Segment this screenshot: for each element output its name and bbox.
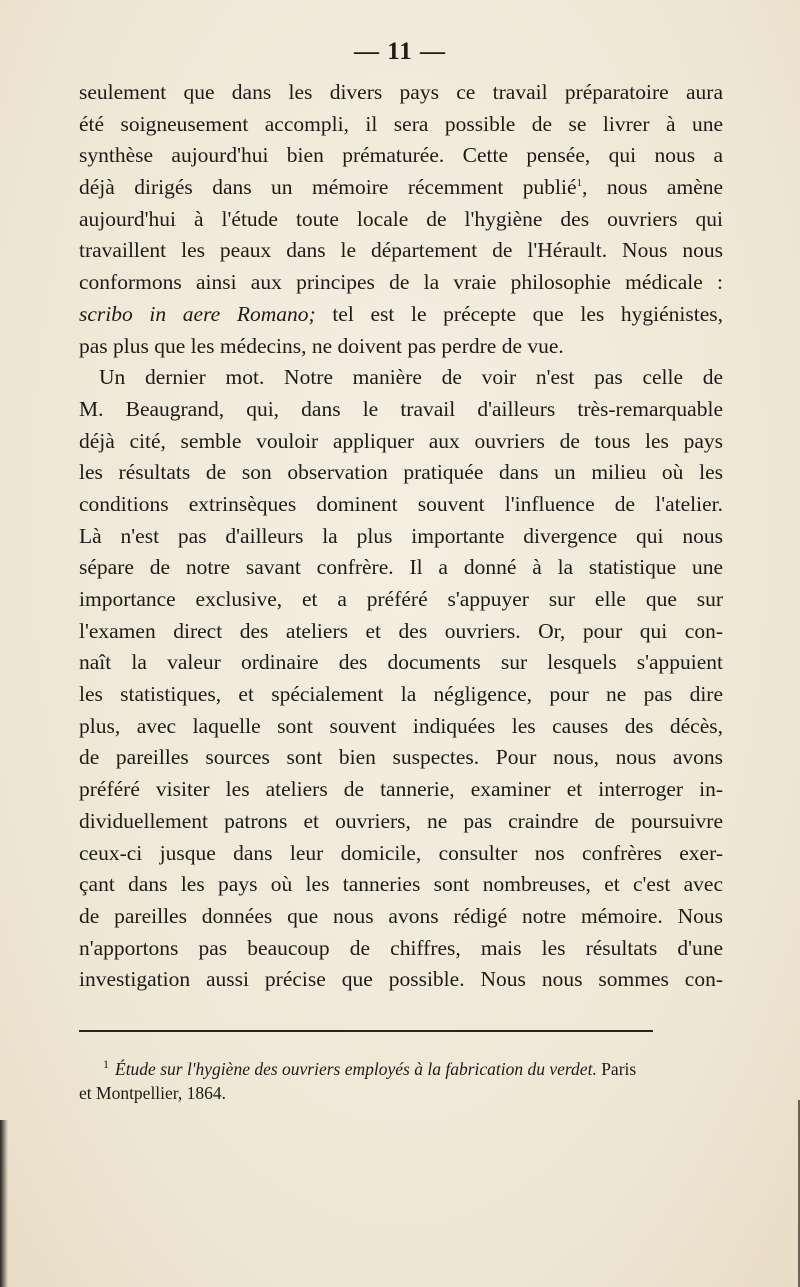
text-segment: , nous amène [582,175,724,200]
text-line: aujourd'hui à l'étude toute locale de l'hygiène des ouvriers qui [79,206,723,231]
latin-quote: scribo in aere Romano; [79,301,316,326]
text-line: sépare de notre savant confrère. Il a donné à la statistique une [79,555,723,580]
page-edge-shadow [0,1120,8,1287]
body-text [79,77,723,996]
text-line: les résultats de son observation pratiquée dans un milieu où les [79,460,723,485]
text-line: les statistiques, et spécialement la négligence, pour ne pas dire [79,682,723,707]
text-line: été soigneusement accompli, il sera possible de se livrer à une [79,111,723,136]
text-line: de pareilles sources sont bien suspectes. Pour nous, nous avons [79,745,723,770]
text-line: préféré visiter les ateliers de tannerie, examiner et interroger in- [79,777,723,802]
text-line: n'apportons pas beaucoup de chiffres, mais les résultats d'une [79,935,723,960]
text-line: M. Beaugrand, qui, dans le travail d'ailleurs très-remarquable [79,396,723,421]
text-line [79,362,723,394]
text-line: conformons ainsi aux principes de la vraie philosophie médicale : [79,270,723,295]
footnote-line: et Montpellier, 1864. [79,1082,227,1103]
text-line: pas plus que les médecins, ne doivent pas perdre de vue. [79,333,564,358]
footnote [79,1052,723,1105]
footnote-rule [79,1030,653,1032]
text-line-with-note [79,172,723,204]
text-line: ceux-ci jusque dans leur domicile, consulter nos confrères exer- [79,840,723,865]
text-line: importance exclusive, et a préféré s'appuyer sur elle que sur [79,587,723,611]
footnote-line [79,1052,723,1081]
text-line: l'examen direct des ateliers et des ouvriers. Or, pour qui con- [79,618,723,643]
text-line: synthèse aujourd'hui bien prématurée. Cette pensée, qui nous a [79,143,723,168]
text-segment: tel est le précepte que les hygiénistes, [332,301,723,326]
text-line: plus, avec laquelle sont souvent indiquées les causes des décès, [79,713,723,738]
footnote-title: Étude sur l'hygiène des ouvriers employés à la fabrication du verdet. [115,1058,597,1079]
footnote-place: Paris [601,1058,637,1079]
text-segment: Un dernier mot. Notre manière de voir n'est pas celle de [99,365,723,390]
text-line: çant dans les pays où les tanneries sont nombreuses, et c'est avec [79,872,723,897]
text-line: dividuellement patrons et ouvriers, ne pas craindre de poursuivre [79,808,723,833]
text-line: de pareilles données que nous avons rédigé notre mémoire. Nous [79,903,723,928]
footnote-reference: 1 [576,176,583,189]
text-line: Là n'est pas d'ailleurs la plus importante divergence qui nous [79,523,723,548]
footnote-marker: 1 [103,1057,109,1071]
text-segment: déjà dirigés dans un mémoire récemment publié [79,175,577,200]
text-line: travaillent les peaux dans le département de l'Hérault. Nous nous [79,238,723,263]
text-line: conditions extrinsèques dominent souvent l'influence de l'atelier. [79,491,723,516]
text-line: investigation aussi précise que possible. Nous nous sommes con- [79,967,723,992]
page-number: — 11 — [353,38,447,65]
text-line: seulement que dans les divers pays ce travail préparatoire aura [79,80,723,104]
text-line-with-quote [79,299,723,331]
text-line: déjà cité, semble vouloir appliquer aux ouvriers de tous les pays [79,428,723,453]
text-line: naît la valeur ordinaire des documents sur lesquels s'appuient [79,650,723,675]
